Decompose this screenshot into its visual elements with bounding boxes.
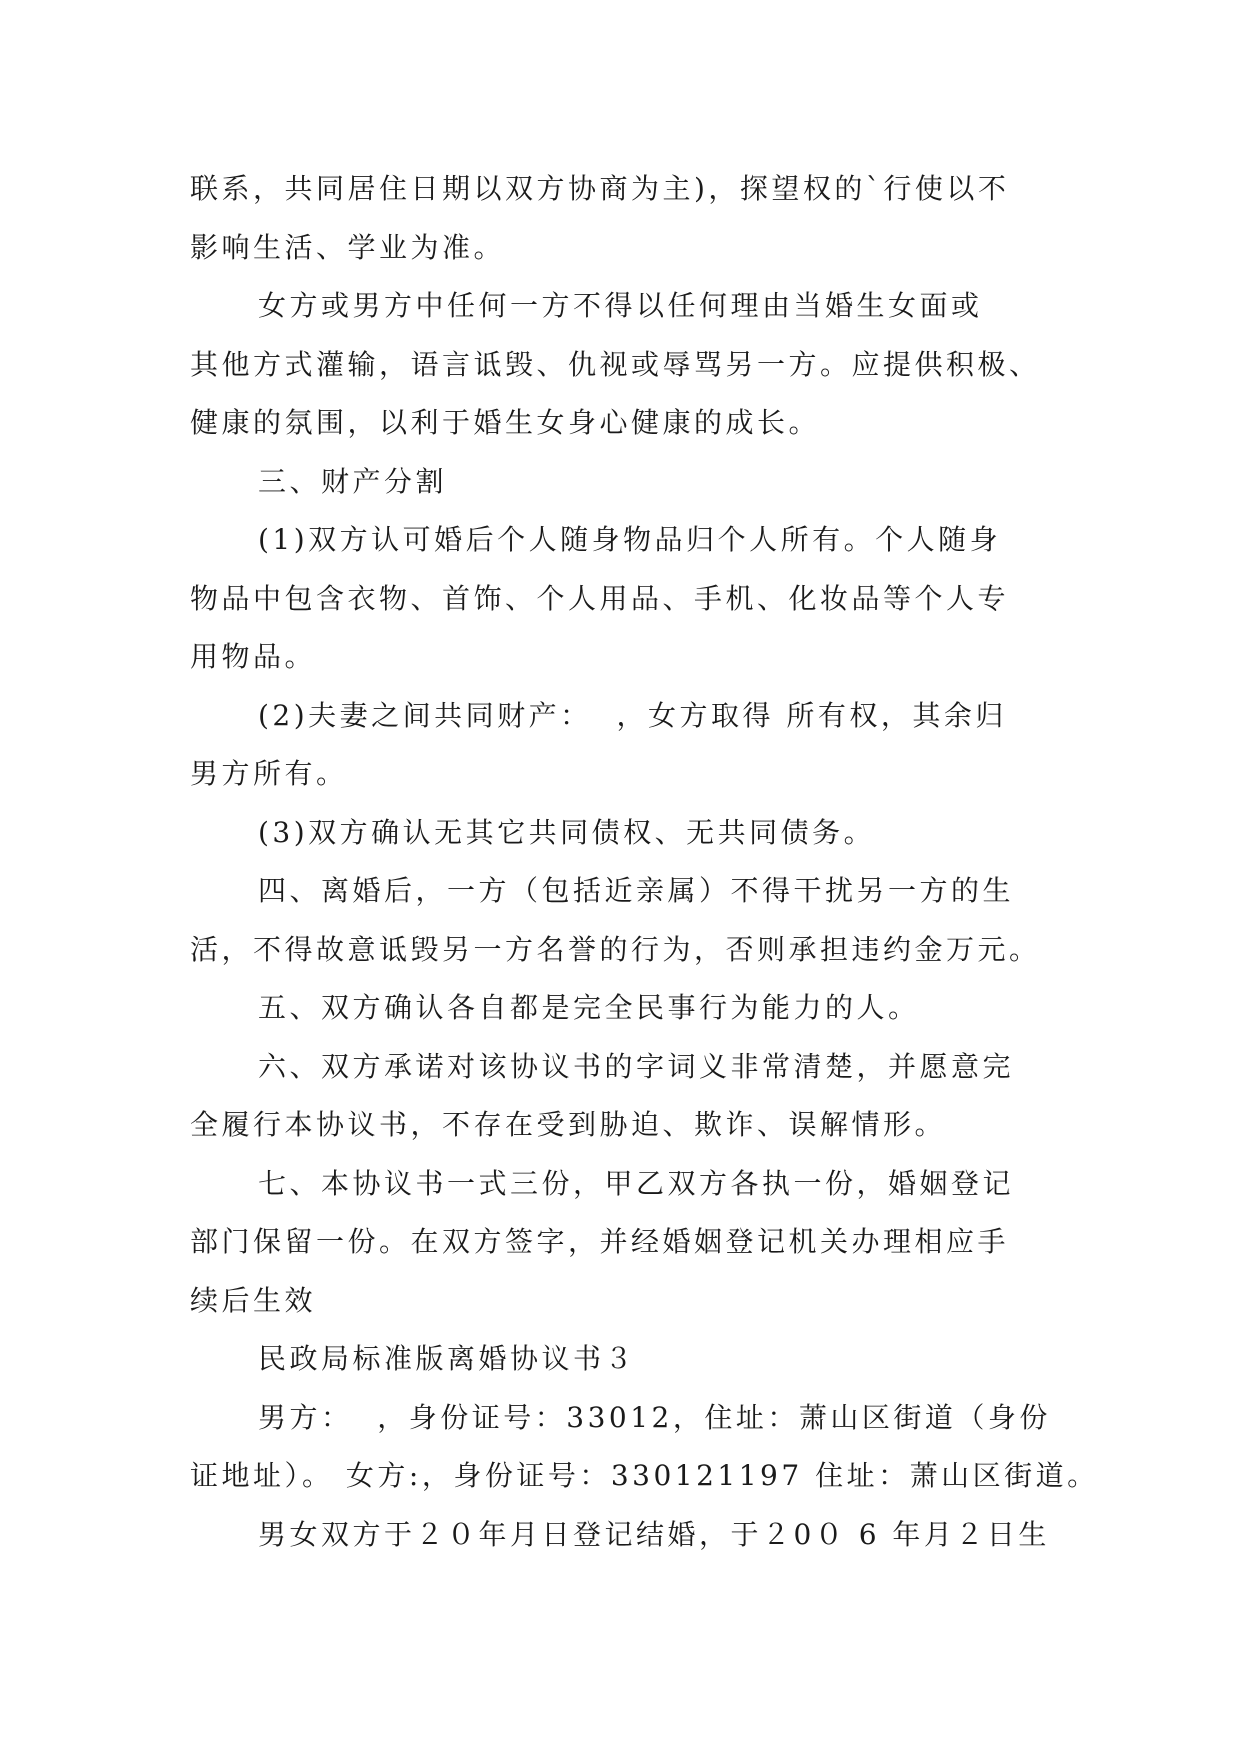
paragraph-start: (2)夫妻之间共同财产： ，女方取得 所有权，其余归 (258, 698, 1007, 732)
text-line: 全履行本协议书，不存在受到胁迫、欺诈、误解情形。 (190, 1108, 947, 1141)
paragraph-start: 七、本协议书一式三份，甲乙双方各执一份，婚姻登记 (258, 1166, 1015, 1200)
paragraph-start: 五、双方确认各自都是完全民事行为能力的人。 (258, 991, 920, 1024)
paragraph-start: (3)双方确认无其它共同债权、无共同债务。 (258, 815, 876, 849)
section-heading: 三、财产分割 (258, 464, 448, 498)
text-line: 影响生活、学业为准。 (190, 230, 506, 264)
paragraph-start: 男方： ，身份证号：33012，住址：萧山区街道（身份 (258, 1400, 1051, 1434)
paragraph-start: (1)双方认可婚后个人随身物品归个人所有。个人随身 (258, 523, 1002, 556)
text-line: 用物品。 (190, 640, 317, 673)
text-line: 部门保留一份。在双方签字，并经婚姻登记机关办理相应手 (190, 1225, 1010, 1258)
document-title: 民政局标准版离婚协议书３ (258, 1342, 637, 1375)
text-line: 男方所有。 (190, 757, 348, 790)
text-line: 续后生效 (190, 1283, 317, 1317)
document-body (190, 160, 1099, 1564)
text-line: 联系，共同居住日期以双方协商为主)，探望权的`行使以不 (190, 172, 1010, 205)
text-line: 物品中包含衣物、首饰、个人用品、手机、化妆品等个人专 (190, 581, 1010, 615)
paragraph-start: 六、双方承诺对该协议书的字词义非常清楚，并愿意完 (258, 1049, 1015, 1083)
text-line: 证地址）。 女方:，身份证号：330121197 住址：萧山区街道。 (190, 1459, 1099, 1492)
text-line: 健康的氛围，以利于婚生女身心健康的成长。 (190, 406, 821, 439)
paragraph-start: 女方或男方中任何一方不得以任何理由当婚生女面或 (258, 289, 983, 322)
paragraph-start: 四、离婚后，一方（包括近亲属）不得干扰另一方的生 (258, 874, 1015, 907)
paragraph-start: 男女双方于２０年月日登记结婚，于２0０ 6 年月２日生 (258, 1517, 1050, 1551)
text-line: 活，不得故意诋毁另一方名誉的行为，否则承担违约金万元。 (190, 932, 1041, 966)
text-line: 其他方式灌输，语言诋毁、仇视或辱骂另一方。应提供积极、 (190, 347, 1041, 381)
